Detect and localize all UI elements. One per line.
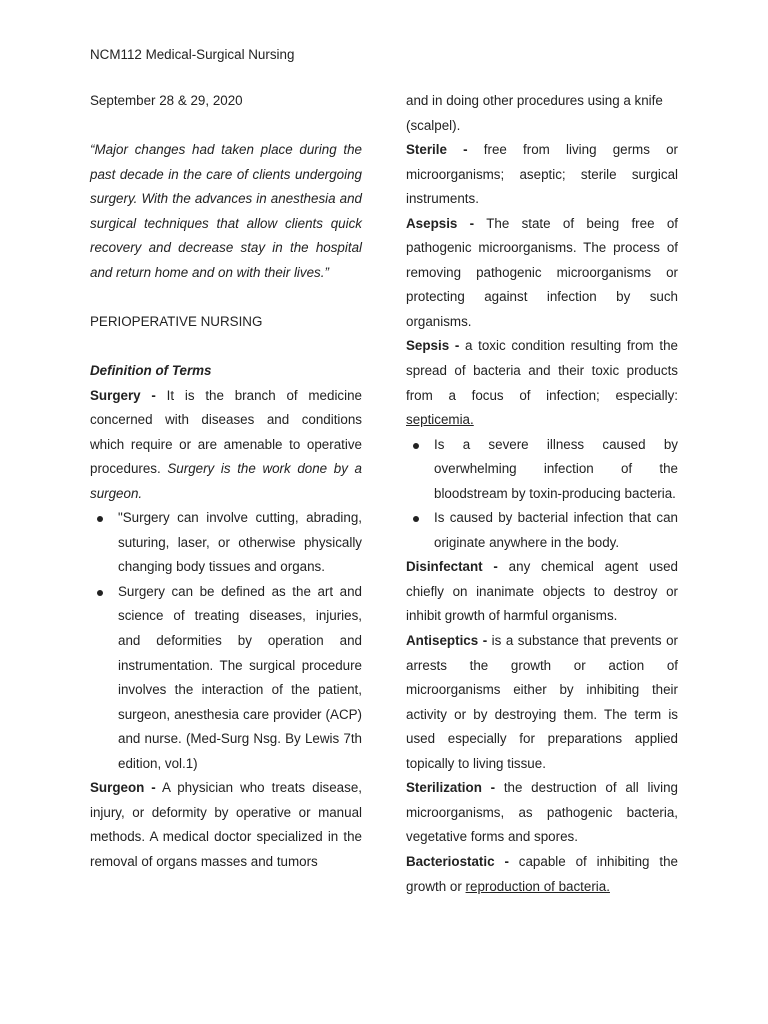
term-asepsis: Asepsis - xyxy=(406,215,475,231)
term-bacteriostatic: Bacteriostatic - xyxy=(406,853,509,869)
definition-antiseptics-text: is a substance that prevents or arrests the growth or action of microorganisms either by inhibiting their activity or by destroying them. The term is used especially for preparations applied topically to living tissue. xyxy=(406,633,678,771)
list-item xyxy=(90,506,362,580)
surgery-bullet-list xyxy=(90,506,362,776)
definition-sterilization xyxy=(406,776,678,850)
definition-sepsis-text: a toxic condition resulting from the spread of bacteria and their toxic products from a focus of infection; especially: xyxy=(406,338,678,403)
bullet-icon xyxy=(97,590,103,596)
course-header: NCM112 Medical-Surgical Nursing xyxy=(90,47,295,62)
term-surgeon: Surgeon - xyxy=(90,780,156,796)
definition-asepsis-text: The state of being free of pathogenic microorganisms. The process of removing pathogenic microorganisms or protecting against infection by such organisms. xyxy=(406,215,678,329)
bullet-icon xyxy=(413,516,419,522)
definition-antiseptics xyxy=(406,629,678,776)
definition-disinfectant-text: any chemical agent used chiefly on inanimate objects to destroy or inhibit growth of harmful organisms. xyxy=(406,559,678,624)
intro-quote: “Major changes had taken place during the past decade in the care of clients undergoing surgery. With the advances in anesthesia and surgical techniques that allow clients quick recovery and decrease stay in the hospital and return home and on with their lives.” xyxy=(90,142,362,280)
definition-surgeon xyxy=(90,776,362,874)
list-item-text: "Surgery can involve cutting, abrading, suturing, laser, or otherwise physically changing body tissues and organs. xyxy=(118,510,362,575)
bullet-icon xyxy=(97,516,103,522)
definition-surgeon-text: A physician who treats disease, injury, or deformity by operative or manual methods. A medical doctor specialized in the removal of organs masses and tumors xyxy=(90,780,362,869)
definition-surgery-italic: Surgery is the work done by a surgeon. xyxy=(90,461,362,501)
lecture-date: September 28 & 29, 2020 xyxy=(90,93,243,108)
definitions-heading: Definition of Terms xyxy=(90,363,212,379)
definition-disinfectant xyxy=(406,555,678,629)
definition-surgeon-continued: and in doing other procedures using a knife (scalpel). xyxy=(406,93,663,133)
definition-sepsis xyxy=(406,334,678,432)
list-item-text: Is a severe illness caused by overwhelming infection of the bloodstream by toxin-producing bacteria. xyxy=(434,436,678,501)
list-item-text: Surgery can be defined as the art and science of treating diseases, injuries, and deformities by operation and instrumentation. The surgical procedure involves the interaction of the patient, surgeon, anesthesia care provider (ACP) and nurse. (Med-Surg Nsg. By Lewis 7th edition, vol.1) xyxy=(118,583,362,771)
term-antiseptics: Antiseptics - xyxy=(406,633,488,649)
term-surgery: Surgery - xyxy=(90,387,156,403)
bullet-icon xyxy=(413,443,419,449)
section-title: PERIOPERATIVE NURSING xyxy=(90,313,263,329)
sepsis-bullet-list xyxy=(406,433,678,556)
list-item xyxy=(90,580,362,776)
septicemia-link[interactable]: septicemia. xyxy=(406,412,474,428)
list-item xyxy=(406,506,678,555)
reproduction-of-bacteria-link[interactable]: reproduction of bacteria. xyxy=(465,878,610,894)
term-disinfectant: Disinfectant - xyxy=(406,559,498,575)
definition-asepsis xyxy=(406,212,678,335)
term-sterilization: Sterilization - xyxy=(406,780,496,796)
definition-sterilization-text: the destruction of all living microorganisms, as pathogenic bacteria, vegetative forms and spores. xyxy=(406,780,678,845)
definition-surgery xyxy=(90,384,362,507)
term-sterile: Sterile - xyxy=(406,142,468,158)
definition-bacteriostatic-text: capable of inhibiting the growth or xyxy=(406,853,678,894)
definition-surgery-text: It is the branch of medicine concerned with diseases and conditions which require or are amenable to operative procedures. xyxy=(90,387,362,477)
left-column xyxy=(90,89,362,875)
term-sepsis: Sepsis - xyxy=(406,338,460,354)
definition-sterile-text: free from living germs or microorganisms; aseptic; sterile surgical instruments. xyxy=(406,142,678,207)
definition-bacteriostatic xyxy=(406,850,678,899)
right-column xyxy=(406,89,678,899)
definition-sterile xyxy=(406,138,678,212)
list-item xyxy=(406,433,678,507)
list-item-text: Is caused by bacterial infection that can originate anywhere in the body. xyxy=(434,510,678,550)
